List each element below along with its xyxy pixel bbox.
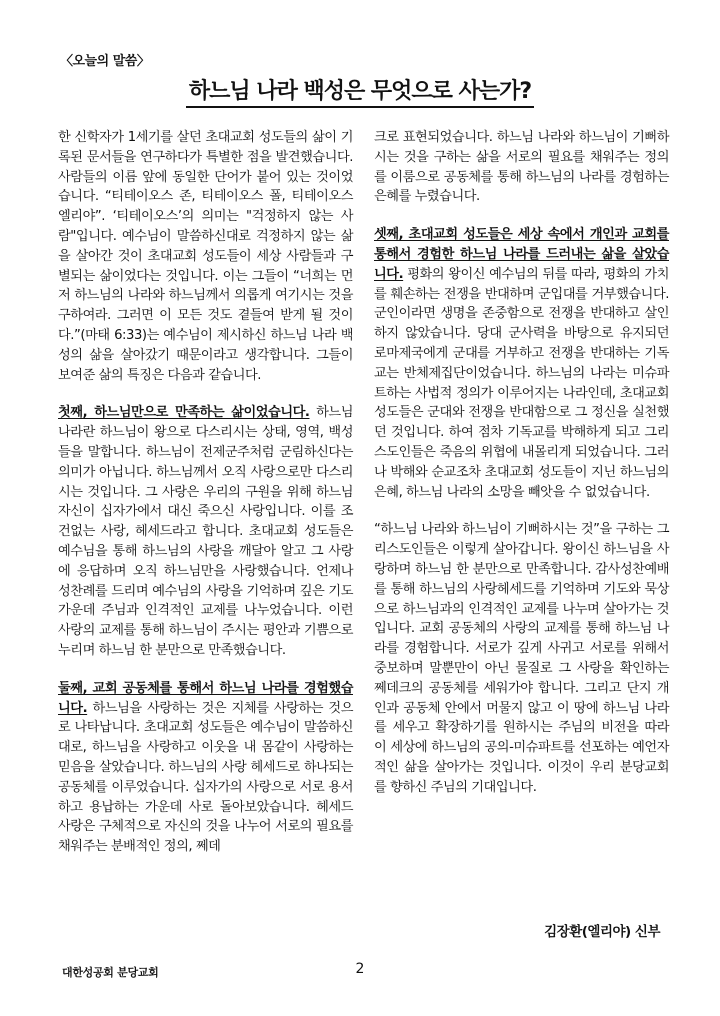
page-title-text: 하느님 나라 백성은 무엇으로 사는가?	[186, 79, 534, 108]
right-column	[374, 128, 669, 816]
section-tag: 〈오늘의 말씀〉	[60, 54, 150, 69]
continued-paragraph: 크로 표현되었습니다. 하느님 나라와 하느님이 기뻐하시는 것을 구하는 삶을 서로의 필요를 채워주는 정의를 이룸으로 공동체를 통해 하느님의 나라를 경험하는 은혜를 누렸습니다.	[374, 130, 669, 205]
left-column	[58, 128, 353, 875]
author-signature: 김장환(엘리야) 신부	[544, 924, 660, 940]
second-point-body: 하느님을 사랑하는 것은 지체를 사랑하는 것으로 나타납니다. 초대교회 성도들은 예수님이 말씀하신 대로, 하느님을 사랑하고 이웃을 내 몸같이 사랑하는 믿음을 살았습니다. 하느님의 사랑 헤세드로 하나되는 공동체를 이루었습니다. 십자가의 사랑으로 서로 용서하고 용납하는 가운데 사로 돌아보았습니다. 헤세드 사랑은 구체적으로 자신의 것을 나누어 서로의 필요를 채워주는 분배적인 정의, 쩨데	[58, 700, 353, 855]
third-point-body: 평화의 왕이신 예수님의 뒤를 따라, 평화의 가치를 훼손하는 전쟁을 반대하며 군입대를 거부했습니다. 군인이라면 생명을 존중함으로 전쟁을 반대하고 살인하지 않았습니다. 당대 군사력을 바탕으로 유지되던 로마제국에게 군대를 거부하고 전쟁을 반대하는 기독교는 반체제집단이었습니다. 하느님의 나라는 미슈파트하는 사법적 정의가 이루어지는 나라인데, 초대교회 성도들은 군대와 전쟁을 반대함으로 그 정신을 실천했던 것입니다. 하여 점차 기독교를 박해하게 되고 그리스도인들은 죽음의 위협에 내몰리게 되었습니다. 그러나 박해와 순교조차 초대교회 성도들이 지닌 하느님의 은혜, 하느님 나라의 소망을 빼앗을 수 없었습니다.	[374, 266, 669, 500]
second-point-heading: 둘째, 교회 공동체를 통해서 하느님 나라를 경험했습니다.	[58, 680, 353, 716]
first-point-heading: 첫째, 하느님만으로 만족하는 삶이었습니다.	[58, 405, 310, 421]
page-title	[0, 74, 720, 105]
first-point-body: 하느님 나라란 하느님이 왕으로 다스리시는 상태, 영역, 백성들을 말합니다. 하느님이 전제군주처럼 군림하신다는 의미가 아닙니다. 하느님께서 오직 사랑으로만 다스리시는 것입니다. 그 사랑은 우리의 구원을 위해 하느님 자신이 십자가에서 대신 죽으신 사랑입니다. 이를 조건없는 사랑, 헤세드라고 합니다. 초대교회 성도들은 예수님을 통해 하느님의 사랑을 깨달아 알고 그 사랑에 응답하며 오직 하느님만을 사랑했습니다. 언제나 성찬례를 드리며 예수님의 사랑을 기억하며 깊은 기도 가운데 주님과 인격적인 교제를 나누었습니다. 이런 사랑의 교제를 통해 하느님이 주시는 평안과 기쁨으로 누리며 하느님 한 분만으로 만족했습니다.	[58, 405, 354, 658]
first-point-paragraph	[58, 403, 353, 660]
conclusion-paragraph: “하느님 나라와 하느님이 기뻐하시는 것”을 구하는 그리스도인들은 이렇게 살아갑니다. 왕이신 하느님을 사랑하며 하느님 한 분만으로 만족합니다. 감사성찬예배를 통해 하느님의 사랑헤세드를 기억하며 기도와 묵상으로 하느님과의 인격적인 교제를 나누며 살아가는 것입니다. 교회 공동체의 사랑의 교제를 통해 하느님 나라를 경험합니다. 서로가 깊게 사귀고 서로를 위해서 중보하며 말뿐만이 아닌 물질로 그 사랑을 확인하는 쩨데크의 공동체를 세워가야 합니다. 그리고 단지 개인과 공동체 안에서 머물지 않고 이 땅에 하느님 나라를 세우고 확장하기를 원하시는 주님의 비전을 따라 이 세상에 하느님의 공의-미슈파트를 선포하는 예언자적인 삶을 살아가는 것입니다. 이것이 우리 분당교회를 향하신 주님의 기대입니다.	[374, 522, 669, 795]
page-number: 2	[355, 961, 365, 977]
footer-church-name: 대한성공회 분당교회	[62, 966, 159, 979]
third-point-paragraph	[374, 225, 669, 502]
intro-paragraph: 한 신학자가 1세기를 살던 초대교회 성도들의 삶이 기록된 문서들을 연구하다가 특별한 점을 발견했습니다. 사람들의 이름 앞에 동일한 단어가 붙어 있는 것이었습니다. “티테이오스 존, 티테이오스 폴, 티테이오스 엘리야”. ‘티테이오스’의 의미는 "걱정하지 않는 사람"입니다. 예수님이 말씀하신대로 걱정하지 않는 삶을 살아간 것이 초대교회 성도들이 세상 사람들과 구별되는 삶이었다는 것입니다. 이는 그들이 “너희는 먼저 하느님의 나라와 하느님께서 의롭게 여기시는 것을 구하여라. 그러면 이 모든 것도 곁들여 받게 될 것이다.”(마태 6:33)는 예수님이 제시하신 하느님 나라 백성의 삶을 살아갔기 때문이라고 생각합니다. 그들이 보여준 삶의 특징은 다음과 같습니다.	[58, 130, 353, 383]
third-point-heading: 셋째, 초대교회 성도들은 세상 속에서 개인과 교회를 통해서 경험한 하느님 나라를 드러내는 삶을 살았습니다.	[374, 227, 669, 282]
second-point-paragraph	[58, 679, 353, 857]
